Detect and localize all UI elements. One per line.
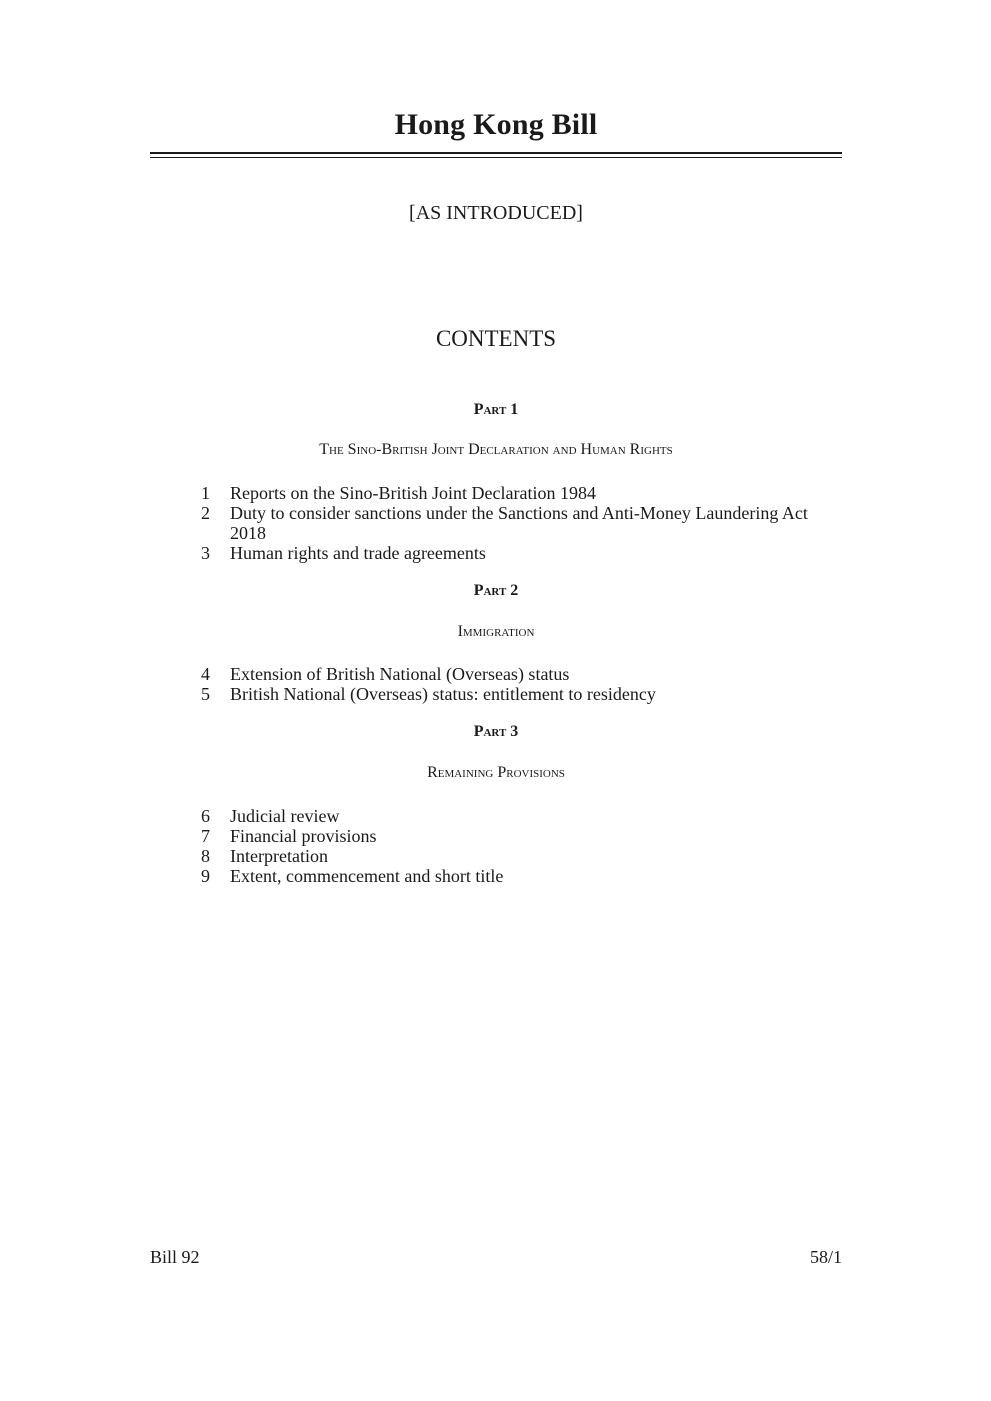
title-rule-thick <box>150 152 842 154</box>
toc-item-number: 9 <box>201 866 210 886</box>
toc-item-text: Extension of British National (Overseas) status <box>230 664 570 684</box>
document-page <box>150 0 842 1401</box>
part-3-toc-list <box>192 806 842 886</box>
part-2-title: Immigration <box>457 623 535 640</box>
part-1-title: The Sino-British Joint Declaration and Human Rights <box>319 441 673 458</box>
bill-number: Bill 92 <box>150 1247 200 1267</box>
toc-item-number: 4 <box>201 664 210 684</box>
toc-item-number: 5 <box>201 684 210 704</box>
toc-item[interactable] <box>192 806 842 826</box>
toc-item-text: Reports on the Sino-British Joint Declaration 1984 <box>230 483 596 503</box>
toc-item-text: Duty to consider sanctions under the Sanctions and Anti-Money Laundering Act 2018 <box>230 503 808 543</box>
part-1-toc-list <box>192 483 842 563</box>
toc-item-text: Financial provisions <box>230 826 377 846</box>
toc-item-number: 7 <box>201 826 210 846</box>
toc-item-text: Human rights and trade agreements <box>230 543 486 563</box>
toc-item-text: Extent, commencement and short title <box>230 866 504 886</box>
toc-item[interactable] <box>192 483 842 503</box>
part-3-label: Part 3 <box>473 723 519 740</box>
toc-item-text: British National (Overseas) status: entitlement to residency <box>230 684 656 704</box>
bill-status: [AS INTRODUCED] <box>409 202 583 224</box>
part-1-label: Part 1 <box>473 401 519 418</box>
toc-item-text: Interpretation <box>230 846 328 866</box>
toc-item[interactable] <box>192 664 842 684</box>
toc-item[interactable] <box>192 826 842 846</box>
part-2-toc-list <box>192 664 842 704</box>
contents-heading: CONTENTS <box>435 326 557 351</box>
toc-item-number: 6 <box>201 806 210 826</box>
bill-title: Hong Kong Bill <box>394 108 598 141</box>
part-3-title: Remaining Provisions <box>427 764 565 781</box>
toc-item[interactable] <box>192 543 842 563</box>
toc-item-number: 2 <box>201 503 210 523</box>
toc-item[interactable] <box>192 866 842 886</box>
page-reference: 58/1 <box>809 1247 842 1267</box>
toc-item-number: 8 <box>201 846 210 866</box>
toc-item-number: 1 <box>201 483 210 503</box>
toc-item[interactable] <box>192 846 842 866</box>
toc-item[interactable] <box>192 503 842 543</box>
title-rule-thin <box>150 157 842 158</box>
part-2-label: Part 2 <box>473 582 519 599</box>
toc-item[interactable] <box>192 684 842 704</box>
toc-item-text: Judicial review <box>230 806 340 826</box>
toc-item-number: 3 <box>201 543 210 563</box>
